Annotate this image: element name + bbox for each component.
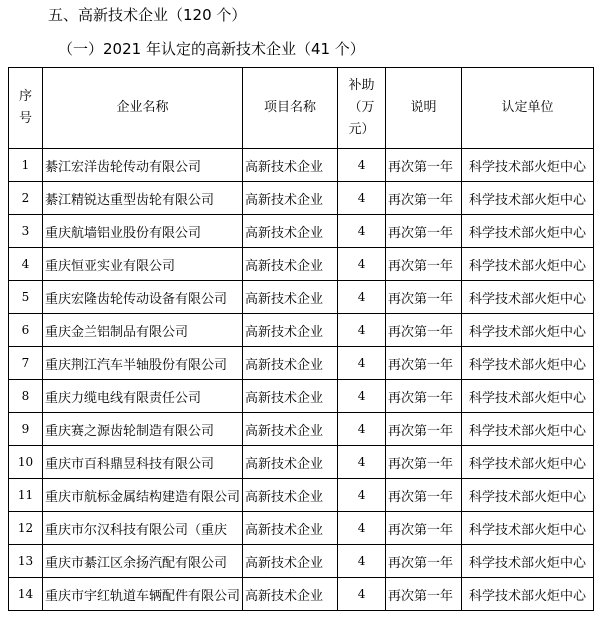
cell-project-name: 高新技术企业 <box>243 281 338 314</box>
cell-subsidy-amount: 4 <box>338 578 386 611</box>
cell-serial-number: 3 <box>9 215 43 248</box>
cell-project-name: 高新技术企业 <box>243 413 338 446</box>
cell-company-name: 綦江精锐达重型齿轮有限公司 <box>43 182 243 215</box>
cell-subsidy-amount: 4 <box>338 314 386 347</box>
table-row <box>9 446 594 479</box>
header-serial-number: 序 号 <box>9 68 43 149</box>
cell-company-name: 重庆力缆电线有限责任公司 <box>43 380 243 413</box>
cell-company-name: 重庆航墙铝业股份有限公司 <box>43 215 243 248</box>
cell-note: 再次第一年 <box>386 413 462 446</box>
cell-certifying-unit: 科学技术部火炬中心 <box>462 281 594 314</box>
enterprise-table <box>8 67 594 611</box>
cell-note: 再次第一年 <box>386 479 462 512</box>
table-body <box>9 149 594 611</box>
cell-note: 再次第一年 <box>386 545 462 578</box>
cell-serial-number: 7 <box>9 347 43 380</box>
cell-serial-number: 12 <box>9 512 43 545</box>
cell-project-name: 高新技术企业 <box>243 248 338 281</box>
table-row <box>9 347 594 380</box>
header-project-name: 项目名称 <box>243 68 338 149</box>
table-row <box>9 380 594 413</box>
cell-certifying-unit: 科学技术部火炬中心 <box>462 578 594 611</box>
cell-note: 再次第一年 <box>386 512 462 545</box>
cell-certifying-unit: 科学技术部火炬中心 <box>462 215 594 248</box>
cell-project-name: 高新技术企业 <box>243 314 338 347</box>
cell-project-name: 高新技术企业 <box>243 347 338 380</box>
cell-note: 再次第一年 <box>386 314 462 347</box>
cell-subsidy-amount: 4 <box>338 347 386 380</box>
cell-company-name: 重庆恒亚实业有限公司 <box>43 248 243 281</box>
cell-serial-number: 4 <box>9 248 43 281</box>
cell-note: 再次第一年 <box>386 182 462 215</box>
table-row <box>9 281 594 314</box>
cell-project-name: 高新技术企业 <box>243 578 338 611</box>
cell-project-name: 高新技术企业 <box>243 215 338 248</box>
cell-certifying-unit: 科学技术部火炬中心 <box>462 413 594 446</box>
cell-certifying-unit: 科学技术部火炬中心 <box>462 479 594 512</box>
cell-company-name: 重庆市綦江区余扬汽配有限公司 <box>43 545 243 578</box>
table-row <box>9 149 594 182</box>
subsection-heading: （一）2021 年认定的高新技术企业（41 个） <box>58 40 365 58</box>
cell-project-name: 高新技术企业 <box>243 512 338 545</box>
cell-subsidy-amount: 4 <box>338 215 386 248</box>
cell-company-name: 重庆宏隆齿轮传动设备有限公司 <box>43 281 243 314</box>
cell-note: 再次第一年 <box>386 281 462 314</box>
header-note: 说明 <box>386 68 462 149</box>
cell-certifying-unit: 科学技术部火炬中心 <box>462 545 594 578</box>
cell-note: 再次第一年 <box>386 149 462 182</box>
table-row <box>9 215 594 248</box>
cell-note: 再次第一年 <box>386 248 462 281</box>
cell-project-name: 高新技术企业 <box>243 545 338 578</box>
cell-note: 再次第一年 <box>386 215 462 248</box>
table-row <box>9 545 594 578</box>
table-row <box>9 512 594 545</box>
header-company-name: 企业名称 <box>43 68 243 149</box>
cell-serial-number: 14 <box>9 578 43 611</box>
cell-note: 再次第一年 <box>386 347 462 380</box>
header-certifying-unit: 认定单位 <box>462 68 594 149</box>
table-row <box>9 248 594 281</box>
cell-serial-number: 9 <box>9 413 43 446</box>
cell-company-name: 重庆市航标金属结构建造有限公司 <box>43 479 243 512</box>
cell-subsidy-amount: 4 <box>338 446 386 479</box>
table-header-row <box>9 68 594 149</box>
cell-serial-number: 6 <box>9 314 43 347</box>
cell-company-name: 重庆荆江汽车半轴股份有限公司 <box>43 347 243 380</box>
cell-project-name: 高新技术企业 <box>243 149 338 182</box>
cell-subsidy-amount: 4 <box>338 182 386 215</box>
cell-subsidy-amount: 4 <box>338 479 386 512</box>
cell-subsidy-amount: 4 <box>338 281 386 314</box>
cell-note: 再次第一年 <box>386 446 462 479</box>
cell-serial-number: 8 <box>9 380 43 413</box>
cell-certifying-unit: 科学技术部火炬中心 <box>462 314 594 347</box>
cell-serial-number: 10 <box>9 446 43 479</box>
cell-serial-number: 2 <box>9 182 43 215</box>
cell-certifying-unit: 科学技术部火炬中心 <box>462 182 594 215</box>
cell-certifying-unit: 科学技术部火炬中心 <box>462 248 594 281</box>
cell-note: 再次第一年 <box>386 380 462 413</box>
cell-subsidy-amount: 4 <box>338 149 386 182</box>
table-row <box>9 413 594 446</box>
table-row <box>9 479 594 512</box>
cell-company-name: 綦江宏洋齿轮传动有限公司 <box>43 149 243 182</box>
table-row <box>9 578 594 611</box>
table-row <box>9 314 594 347</box>
section-heading: 五、高新技术企业（120 个） <box>48 6 247 24</box>
cell-project-name: 高新技术企业 <box>243 446 338 479</box>
cell-certifying-unit: 科学技术部火炬中心 <box>462 347 594 380</box>
cell-company-name: 重庆赛之源齿轮制造有限公司 <box>43 413 243 446</box>
header-subsidy: 补助 （万 元） <box>338 68 386 149</box>
cell-serial-number: 5 <box>9 281 43 314</box>
cell-subsidy-amount: 4 <box>338 413 386 446</box>
cell-serial-number: 1 <box>9 149 43 182</box>
cell-project-name: 高新技术企业 <box>243 182 338 215</box>
cell-project-name: 高新技术企业 <box>243 380 338 413</box>
cell-company-name: 重庆金兰铝制品有限公司 <box>43 314 243 347</box>
cell-subsidy-amount: 4 <box>338 545 386 578</box>
cell-certifying-unit: 科学技术部火炬中心 <box>462 446 594 479</box>
cell-project-name: 高新技术企业 <box>243 479 338 512</box>
cell-company-name: 重庆市百科鼎昱科技有限公司 <box>43 446 243 479</box>
cell-note: 再次第一年 <box>386 578 462 611</box>
cell-certifying-unit: 科学技术部火炬中心 <box>462 380 594 413</box>
table-row <box>9 182 594 215</box>
cell-certifying-unit: 科学技术部火炬中心 <box>462 149 594 182</box>
cell-certifying-unit: 科学技术部火炬中心 <box>462 512 594 545</box>
cell-company-name: 重庆市宇红轨道车辆配件有限公司 <box>43 578 243 611</box>
cell-subsidy-amount: 4 <box>338 512 386 545</box>
cell-serial-number: 11 <box>9 479 43 512</box>
cell-serial-number: 13 <box>9 545 43 578</box>
cell-company-name: 重庆市尔汉科技有限公司（重庆 <box>43 512 243 545</box>
cell-subsidy-amount: 4 <box>338 248 386 281</box>
cell-subsidy-amount: 4 <box>338 380 386 413</box>
